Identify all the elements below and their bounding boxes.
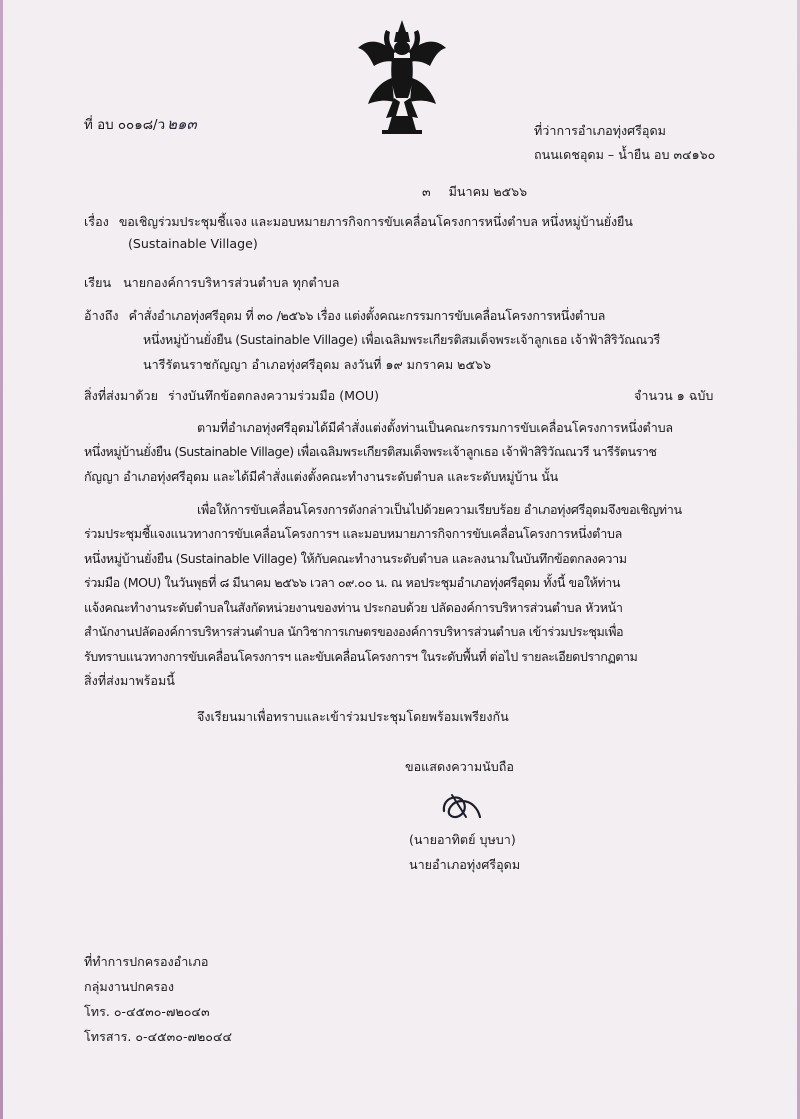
recipient-line <box>84 273 339 293</box>
office-address-line2: ถนนเดชอุดม – น้ำยืน อบ ๓๔๑๖๐ <box>534 147 716 162</box>
salutation: ขอแสดงความนับถือ <box>405 759 514 774</box>
paragraph-2-line-8: สิ่งที่ส่งมาพร้อมนี้ <box>84 673 175 688</box>
enclosure-quantity: จำนวน ๑ ฉบับ <box>634 388 714 403</box>
footer-fax: โทรสาร. ๐-๔๕๓๐-๗๒๐๔๔ <box>84 1029 233 1044</box>
recipient-label: เรียน <box>84 275 112 290</box>
paragraph-2-line-4: ร่วมมือ (MOU) ในวันพุธที่ ๘ มีนาคม ๒๕๖๖ เวลา ๐๙.๐๐ น. ณ หอประชุมอำเภอทุ่งศรีอุดม ทั้งนี้ ขอให้ท่าน <box>84 575 620 590</box>
paragraph-2-line-5: แจ้งคณะทำงานระดับตำบลในสังกัดหน่วยงานของท่าน ประกอบด้วย ปลัดองค์การบริหารส่วนตำบล หัวหน้า <box>84 600 623 615</box>
subject-label: เรื่อง <box>84 214 109 229</box>
subject-line <box>84 212 633 232</box>
reference-text-line2: หนึ่งหมู่บ้านยั่งยืน (Sustainable Village) เพื่อเฉลิมพระเกียรติสมเด็จพระเจ้าลูกเธอ เจ้าฟ้าสิริวัณณวรี <box>143 332 660 347</box>
reference-line <box>84 306 605 326</box>
letter-date <box>422 182 527 202</box>
paragraph-1-line-1: ตามที่อำเภอทุ่งศรีอุดมได้มีคำสั่งแต่งตั้งท่านเป็นคณะกรรมการขับเคลื่อนโครงการหนึ่งตำบล <box>197 420 673 435</box>
recipient-text: นายกองค์การบริหารส่วนตำบล ทุกตำบล <box>123 275 340 290</box>
office-address-line1: ที่ว่าการอำเภอทุ่งศรีอุดม <box>534 123 666 138</box>
document-number-handwritten: ๒๑๓ <box>167 115 197 133</box>
date-month-year: มีนาคม ๒๕๖๖ <box>448 184 528 199</box>
paragraph-2-line-3: หนึ่งหมู่บ้านยั่งยืน (Sustainable Village) ให้กับคณะทำงานระดับตำบล และลงนามในบันทึกข้อตกลงความ <box>84 551 627 566</box>
paragraph-2-line-7: รับทราบแนวทางการขับเคลื่อนโครงการฯ และขับเคลื่อนโครงการฯ ในระดับพื้นที่ ต่อไป รายละเอียดปรากฏตาม <box>84 649 638 664</box>
enclosure-text: ร่างบันทึกข้อตกลงความร่วมมือ (MOU) <box>168 388 380 403</box>
paragraph-1-line-3: กัญญา อำเภอทุ่งศรีอุดม และได้มีคำสั่งแต่งตั้งคณะทำงานระดับตำบล และระดับหมู่บ้าน นั้น <box>84 469 559 484</box>
paragraph-1-line-2: หนึ่งหมู่บ้านยั่งยืน (Sustainable Village) เพื่อเฉลิมพระเกียรติสมเด็จพระเจ้าลูกเธอ เจ้าฟ้าสิริวัณณวรี นารีรัตนราช <box>84 444 657 459</box>
date-day: ๓ <box>422 184 431 199</box>
footer-department: ที่ทำการปกครองอำเภอ <box>84 954 209 969</box>
footer-group: กลุ่มงานปกครอง <box>84 979 174 994</box>
closing-sentence: จึงเรียนมาเพื่อทราบและเข้าร่วมประชุมโดยพร้อมเพรียงกัน <box>197 709 509 724</box>
document-number-prefix: ที่ อบ ๐๐๑๘/ว <box>84 118 166 133</box>
reference-text-line3: นารีรัตนราชกัญญา อำเภอทุ่งศรีอุดม ลงวันที่ ๑๙ มกราคม ๒๕๖๖ <box>143 357 491 372</box>
enclosure-label: สิ่งที่ส่งมาด้วย <box>84 388 158 403</box>
subject-text-line1: ขอเชิญร่วมประชุมชี้แจง และมอบหมายภารกิจการขับเคลื่อนโครงการหนึ่งตำบล หนึ่งหมู่บ้านยั่งยืน <box>118 214 633 229</box>
paragraph-2-line-1: เพื่อให้การขับเคลื่อนโครงการดังกล่าวเป็นไปด้วยความเรียบร้อย อำเภอทุ่งศรีอุดมจึงขอเชิญท่าน <box>197 502 682 517</box>
handwritten-signature-icon <box>430 787 490 827</box>
document-number <box>84 112 197 136</box>
signatory-name: (นายอาทิตย์ บุษบา) <box>409 832 516 847</box>
signatory-position: นายอำเภอทุ่งศรีอุดม <box>409 857 521 872</box>
page-edge-left <box>0 0 3 1119</box>
paragraph-2-line-2: ร่วมประชุมชี้แจงแนวทางการขับเคลื่อนโครงการฯ และมอบหมายภารกิจการขับเคลื่อนโครงการหนึ่งตำบล <box>84 526 623 541</box>
enclosure-line <box>84 386 379 406</box>
reference-label: อ้างถึง <box>84 308 119 323</box>
garuda-emblem-icon <box>352 18 452 136</box>
footer-phone: โทร. ๐-๔๕๓๐-๗๒๐๔๓ <box>84 1004 210 1019</box>
reference-text-line1: คำสั่งอำเภอทุ่งศรีอุดม ที่ ๓๐ /๒๕๖๖ เรื่อง แต่งตั้งคณะกรรมการขับเคลื่อนโครงการหนึ่งตำบล <box>128 308 605 323</box>
paragraph-2-line-6: สำนักงานปลัดองค์การบริหารส่วนตำบล นักวิชาการเกษตรขององค์การบริหารส่วนตำบล เข้าร่วมประชุมเพื่อ <box>84 624 624 639</box>
subject-text-line2: (Sustainable Village) <box>128 236 258 251</box>
